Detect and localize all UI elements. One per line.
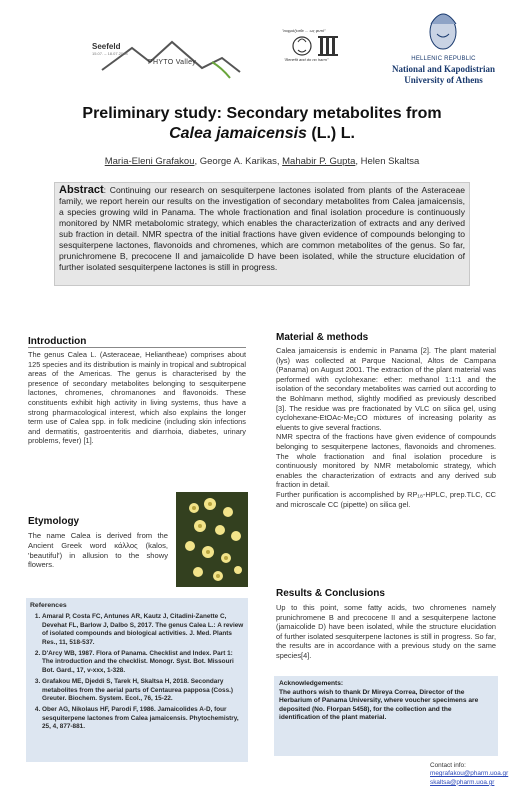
methods-paragraph-3: Further purification is accomplished by RP₁₈-HPLC, prep.TLC, CC and microscale CC (pipette) on silica gel. bbox=[276, 489, 496, 509]
meeting-motto-greek: "εκφράζεσθε ... ως φυτό" bbox=[282, 28, 326, 33]
hellenic-republic-label: HELLENIC REPUBLIC bbox=[411, 56, 476, 62]
methods-paragraph-2: NMR spectra of the fractions have given evidence of compounds belonging to sesquiterpene lactones, flavonoids and chromenes. The whole fractionation and final isolation procedure is continuously monitored by NMR metabolomic strategy, which enables the characterization of extracts and any derived sub fraction in detail. bbox=[276, 432, 496, 490]
introduction-heading: Introduction bbox=[28, 336, 87, 347]
methods-paragraph-1: Calea jamaicensis is endemic in Panama [2]. The plant material (lys) was collected at Parque Nacional, Altos de Campana (Panama) on August 2001. The extraction of the plant material was performed with cyclohexane: ether: methanol 1:1:1 and the isolation of the secondary metabolites was carried out according to the Bohlmann method, slightly modified as previously described [3]. The residue was pre fractionated by VLC on silica gel, using cyclohexane-EtOAc-Me₂CO mixtures of increasing polarity as eluents to give several fractions. bbox=[276, 346, 496, 432]
author-gupta: Mahabir P. Gupta bbox=[282, 156, 356, 167]
introduction-divider bbox=[28, 347, 246, 348]
references-box bbox=[26, 598, 248, 762]
results-heading: Results & Conclusions bbox=[276, 588, 385, 599]
etymology-text: The name Calea is derived from the Ancient Greek word κάλλος (kalos, 'beautiful') in allusion to the showy flowers. bbox=[28, 531, 168, 570]
phyto-valley-brand: PHYTO Valley bbox=[148, 59, 197, 66]
acknowledgements-text: The authors wish to thank Dr Mireya Correa, Director of the Herbarium of Panama University, where voucher specimens are deposited (No. Florpan 5458), for the collection and the identification of the plant material. bbox=[279, 688, 479, 722]
columns-icon bbox=[288, 32, 358, 60]
etymology-heading: Etymology bbox=[28, 516, 80, 527]
references-list bbox=[30, 613, 244, 731]
methods-text bbox=[276, 346, 496, 509]
title-species: Calea jamaicensis bbox=[169, 125, 307, 142]
poster-title bbox=[40, 104, 484, 144]
reference-item: 1. Amaral P, Costa FC, Antunes AR, Kautz J, Citadini-Zanette C, Devehat FL, Barlow J, Dalbo S, 2017. The genus Calea L.: A review of isolated compounds and biological activities. J. Med. Plants Res., 11, 518-537. bbox=[42, 613, 244, 647]
author-karikas: , George A. Karikas, bbox=[194, 156, 283, 167]
reference-item: 4. Ober AG, Nikolaus HF, Parodi F, 1986. Jamaicolides A-D, four sesquiterpene lactones from Calea jamaicensis. Phytochemistry, 25, 4, 877-881. bbox=[42, 706, 244, 731]
flower-illustration-icon bbox=[176, 492, 248, 587]
abstract-box bbox=[54, 182, 470, 286]
results-text: Up to this point, some fatty acids, two chromenes namely prunichromene B and precocene II and a sesquiterpene lactone (jamaicolide D) have been isolated, while the structure elucidation of further isolated sesquiterpene lactones is still in progress. So far, the results are in accordance with a previous study on the same species[4]. bbox=[276, 603, 496, 660]
authors bbox=[40, 156, 484, 167]
author-grafakou: Maria-Eleni Grafakou bbox=[104, 156, 195, 167]
contact-email-skaltsa[interactable]: skaltsa@pharm.uoa.gr bbox=[430, 778, 495, 786]
seefeld-name: Seefeld bbox=[92, 42, 121, 51]
seefeld-phyto-valley-logo bbox=[62, 28, 242, 80]
title-suffix: (L.) L. bbox=[306, 125, 355, 142]
reference-item: 2. D'Arcy WB, 1987. Flora of Panama. Checklist and Index. Part 1: The introduction and the checklist. Monogr. Syst. Bot. Missouri Bot. Gard., 17, v-xxx, 1-328. bbox=[42, 650, 244, 675]
meeting-logo bbox=[282, 26, 352, 66]
uoa-logo bbox=[376, 4, 511, 90]
reference-item: 3. Grafakou ME, Djeddi S, Tarek H, Skaltsa H, 2018. Secondary metabolites from the aerial parts of Centaurea papposa (Coss.) Greuter. Biochem. System. Ecol., 76, 15-22. bbox=[42, 678, 244, 703]
contact-email-grafakou[interactable]: megrafakou@pharm.uoa.gr bbox=[430, 770, 509, 778]
abstract-label: Abstract bbox=[59, 184, 104, 196]
meeting-motto-english: "Benefit and do no harm" bbox=[284, 57, 329, 62]
university-name bbox=[376, 64, 511, 86]
introduction-text: The genus Calea L. (Asteraceae, Heliantheae) comprises about 125 species and its distribution is mainly in tropical and subtropical areas of the Americas. The genus is characterised by the presence of secondary metabolites belonging to sesquiterpene lactones, chromenes, chromanones and flavonoids. These constituents exhibit high activity in living systems, thus have a strong pharmacological interest, which also explains the longer term use of Calea spp. in folk medicine (including skin infections and dermatitis, gastroenteritis and diarrhoia, diabetes, urinary problems, fever) [1]. bbox=[28, 350, 246, 446]
references-heading: References bbox=[30, 602, 67, 609]
acknowledgements-box bbox=[274, 676, 498, 756]
mountain-logo-icon bbox=[62, 28, 242, 80]
university-name-line2: University of Athens bbox=[404, 75, 483, 85]
abstract-text: : Continuing our research on sesquiterpene lactones isolated from plants of the Asteraceae family, we report herein our results on the investigation of secondary metabolites from Calea jamaicensis, a species growing wild in Panama. The whole fractionation and final isolation procedure is continuously monitored by NMR metabolomic strategy, which enables the characterization of extracts and any derived sub fraction in detail. NMR spectra of the initial fractions have given evidence of compounds belonging to sesquiterpene lactones, flavonoids and chromenes, which are common metabolites of the genus. So far, prunichromene B, precocene II and jamaicolide D have been isolated, while the structure elucidation of further isolated sesquiterpene lactones is still in progress. bbox=[59, 185, 465, 272]
calea-flower-photo bbox=[176, 492, 248, 587]
methods-heading: Material & methods bbox=[276, 332, 369, 343]
acknowledgements-heading: Acknowledgements: bbox=[279, 680, 344, 687]
title-line1: Preliminary study: Secondary metabolites from bbox=[82, 105, 442, 122]
athena-head-icon bbox=[423, 4, 463, 54]
contact-info bbox=[430, 762, 522, 787]
seefeld-dates: 15.07. – 18.07.2018 bbox=[92, 51, 128, 56]
author-skaltsa: , Helen Skaltsa bbox=[355, 156, 420, 167]
contact-label: Contact info: bbox=[430, 762, 466, 769]
university-name-line1: National and Kapodistrian bbox=[391, 64, 496, 74]
